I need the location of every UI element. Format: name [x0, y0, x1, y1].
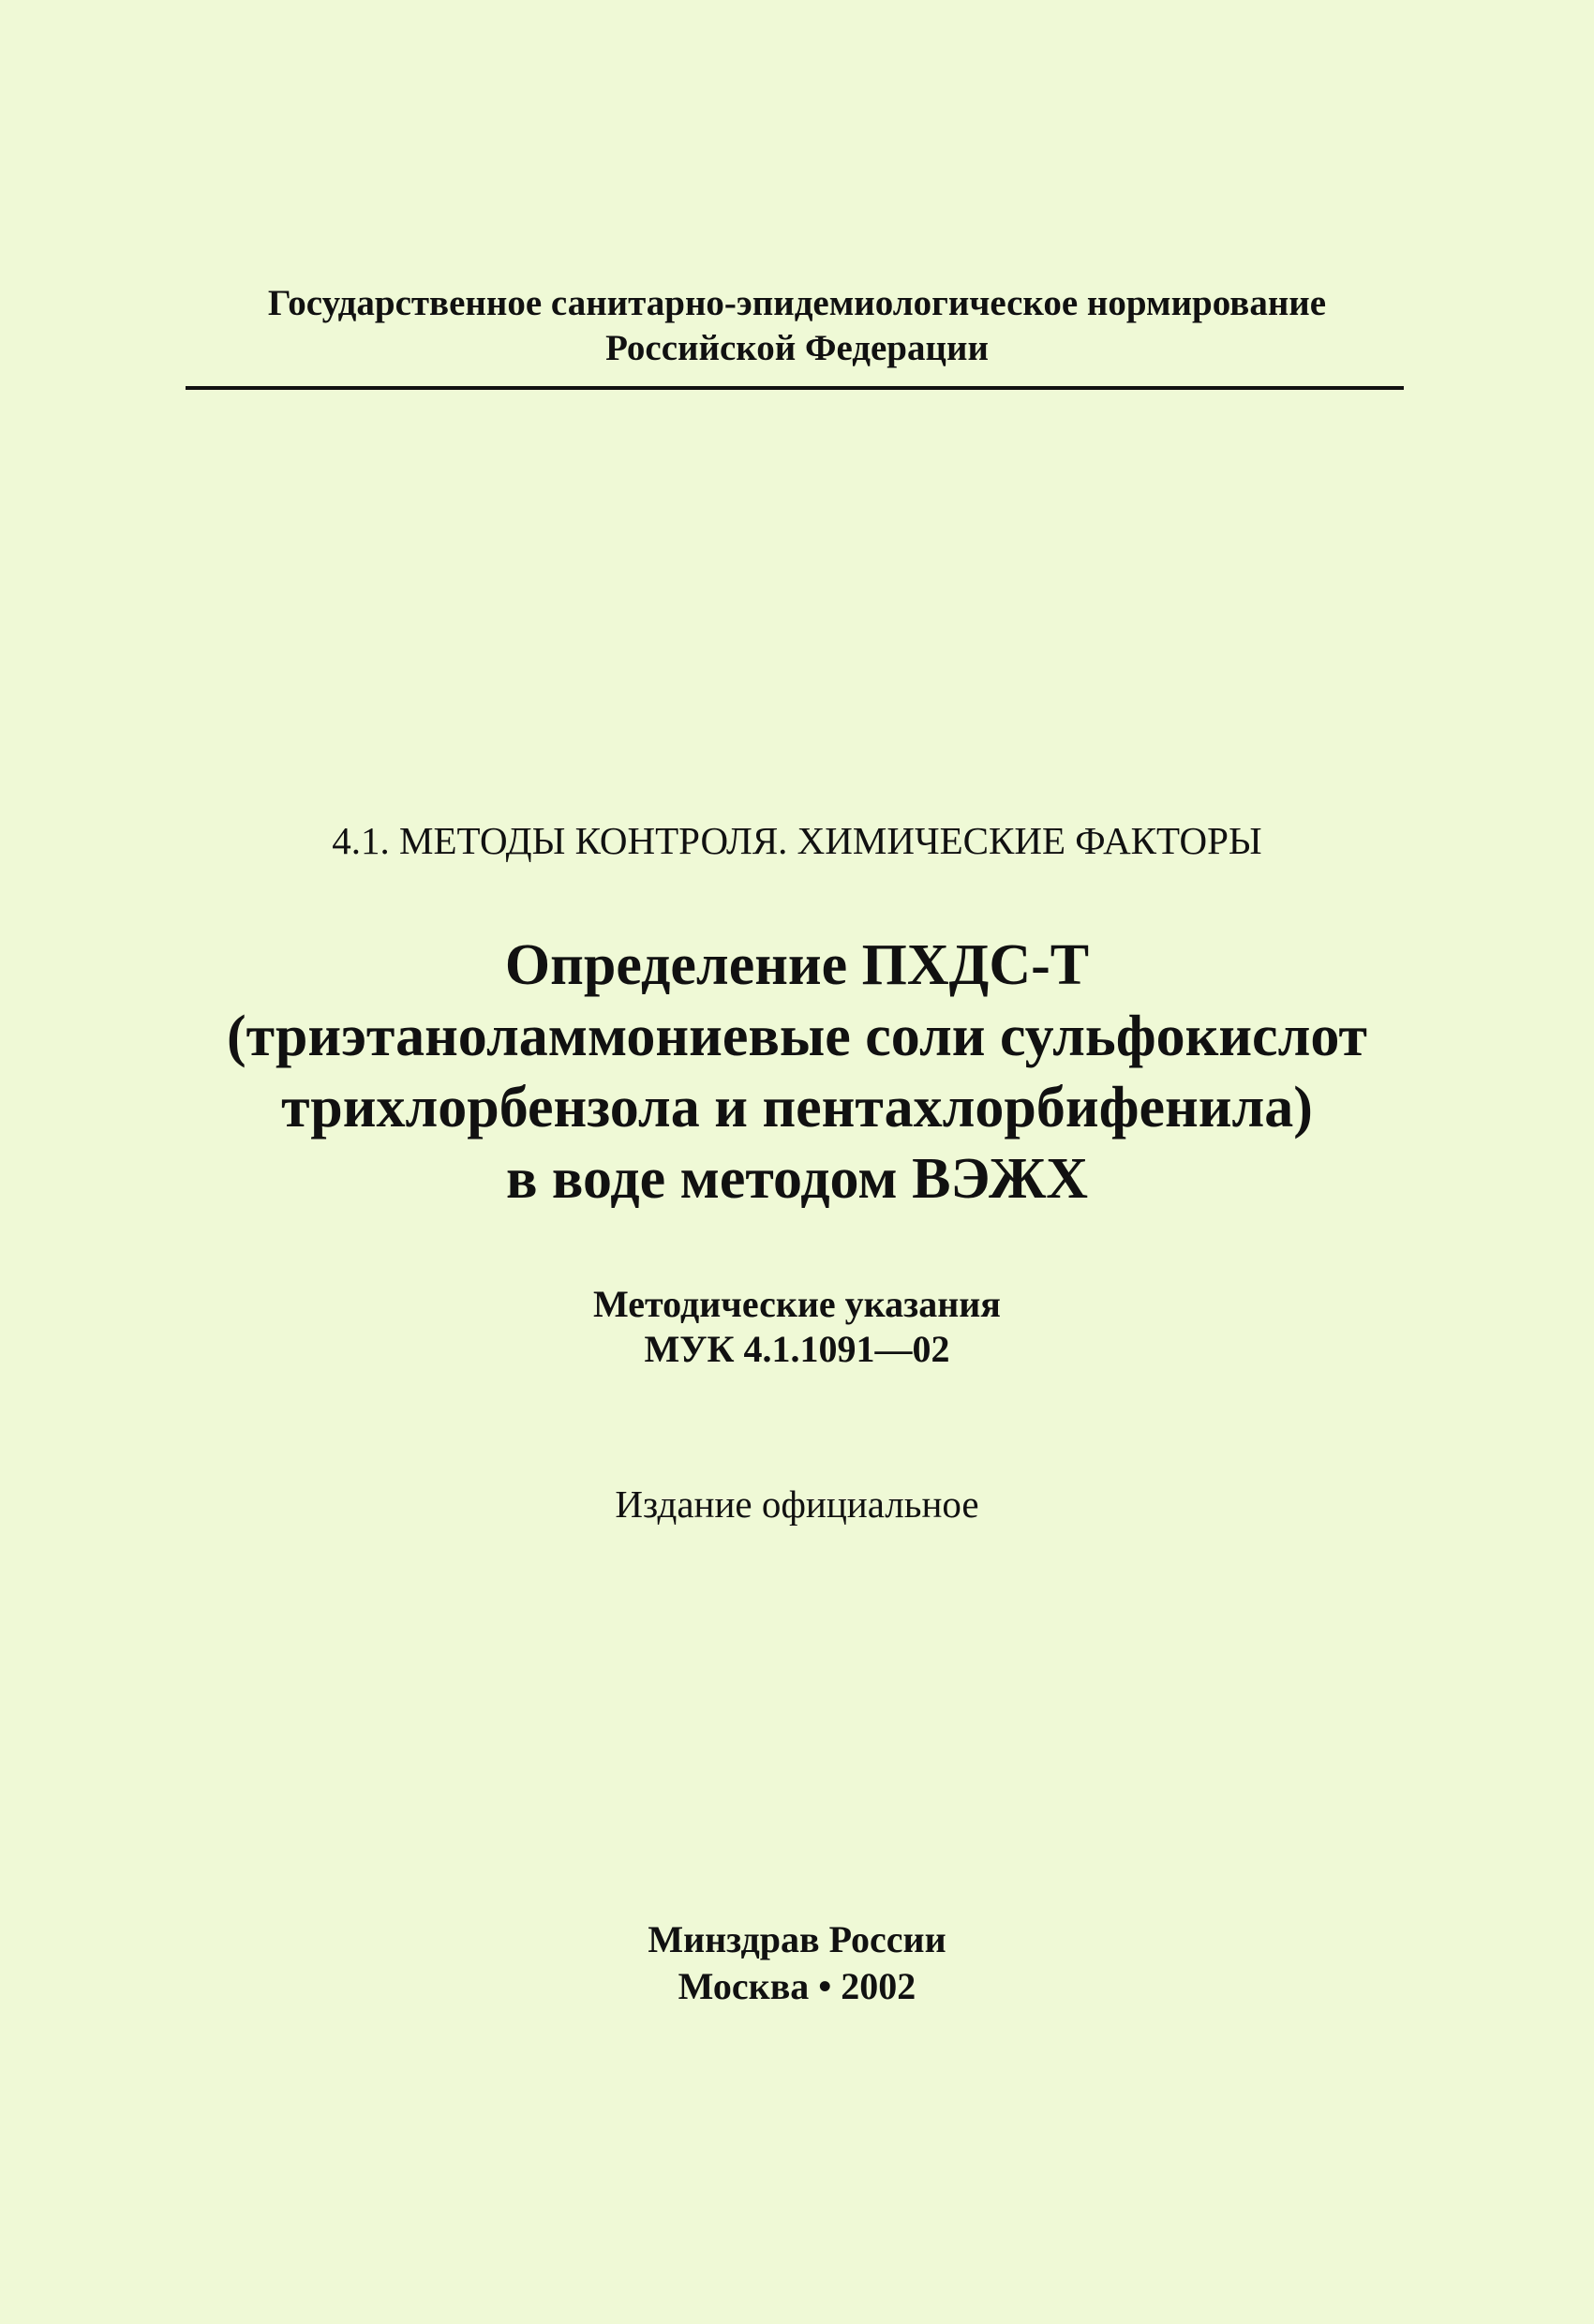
header-divider: [186, 386, 1404, 390]
document-type: [0, 1282, 1594, 1372]
issuing-authority-header: [0, 281, 1594, 371]
header-line-1: Государственное санитарно-эпидемиологическое нормирование: [267, 283, 1327, 323]
title-line-2: (триэтаноламмониевые соли сульфокислот: [227, 1005, 1367, 1068]
doc-type-label: Методические указания: [593, 1283, 1001, 1325]
document-title: [0, 930, 1594, 1214]
title-line-3: трихлорбензола и пентахлорбифенила): [281, 1076, 1313, 1140]
publication-place-year: Москва • 2002: [678, 1965, 916, 2007]
title-line-4: в воде методом ВЭЖХ: [505, 1147, 1089, 1211]
header-line-2: Российской Федерации: [605, 328, 989, 368]
title-line-1: Определение ПХДС-Т: [504, 933, 1090, 997]
doc-number: МУК 4.1.1091—02: [644, 1328, 950, 1370]
series-heading: 4.1. МЕТОДЫ КОНТРОЛЯ. ХИМИЧЕСКИЕ ФАКТОРЫ: [332, 819, 1262, 862]
publisher-name: Минздрав России: [648, 1918, 946, 1960]
publisher-info: [0, 1916, 1594, 2010]
edition-note: Издание официальное: [615, 1482, 979, 1526]
